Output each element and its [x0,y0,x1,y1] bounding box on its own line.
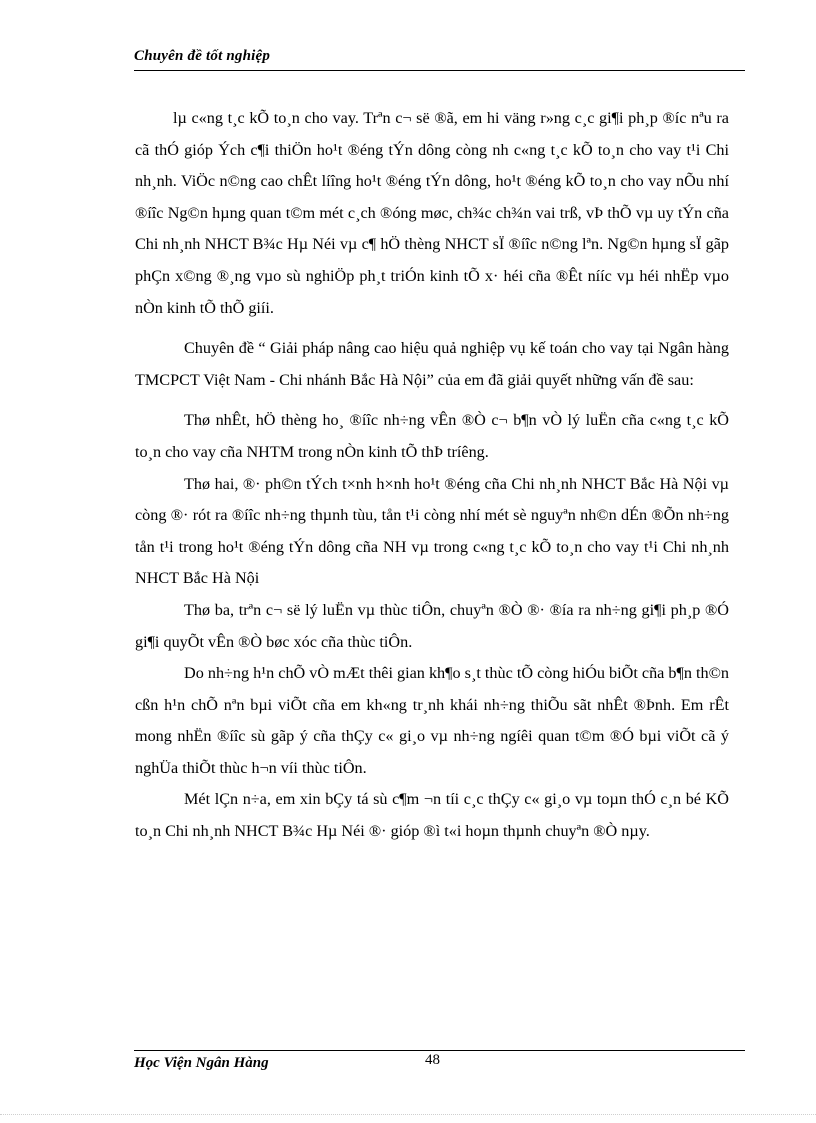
page-edge [0,1114,816,1115]
paragraph-limitations: Do nh÷ng h¹n chÕ vÒ mÆt thêi gian kh¶o s¸t thùc tÕ còng hiÓu biÕt cña b¶n th©n cßn h¹n chÕ nªn bµi viÕt cña em kh«ng tr¸nh khái nh÷ng thiÕu sãt nhÊt ®Þnh. Em rÊt mong nhËn ®íîc sù gãp ý cña thÇy c« gi¸o vµ nh÷ng ngíêi quan t©m ®Ó bµi viÕt cã ý nghÜa thiÕt thùc h¬n víi thùc tiÔn. [135,664,729,777]
document-body [135,103,729,848]
paragraph-third: Thø ba, trªn c¬ së lý luËn vµ thùc tiÔn, chuyªn ®Ò ®· ®ía ra nh÷ng gi¶i ph¸p ®Ó gi¶i quyÕt vÊn ®Ò bøc xóc cña thùc tiÔn. [135,600,729,651]
paragraph-first: Thø nhÊt, hÖ thèng ho¸ ®íîc nh÷ng vÊn ®Ò c¬ b¶n vÒ lý luËn cña c«ng t¸c kÕ to¸n cho vay cña NHTM trong nÒn kinh tÕ thÞ tríêng. [135,411,729,461]
footer-institute: Học Viện Ngân Hàng [134,1055,269,1071]
page-number: 48 [425,1052,440,1068]
header-rule [134,70,745,71]
paragraph-second: Thø hai, ®· ph©n tÝch t×nh h×nh ho¹t ®éng cña Chi nh¸nh NHCT Bắc Hà Nội vµ còng ®· rót ra ®íîc nh÷ng thµnh tùu, tån t¹i còng nhí mét sè nguyªn nh©n dÉn ®Õn nh÷ng tån t¹i trong ho¹t ®éng tÝn dông cña NH vµ trong c«ng t¸c kÕ to¸n cho vay t¹i Chi nh¸nh NHCT Bắc Hà Nội [135,474,729,588]
footer-rule [134,1050,745,1051]
page-footer [134,1050,745,1090]
paragraph-topic: Chuyên đề “ Giải pháp nâng cao hiệu quả nghiệp vụ kế toán cho vay tại Ngân hàng TMCPCT Việt Nam - Chi nhánh Bắc Hà Nội” của em đã giải quyết những vấn đề sau: [135,339,729,389]
paragraph-thanks: Mét lÇn n÷a, em xin bÇy tá sù c¶m ¬n tíi c¸c thÇy c« gi¸o vµ toµn thÓ c¸n bé KÕ to¸n Chi nh¸nh NHCT B¾c Hµ Néi ®· gióp ®ì t«i hoµn thµnh chuyªn ®Ò nµy. [135,790,729,841]
header-title: Chuyên đề tốt nghiệp [134,48,271,64]
page-header [134,48,744,65]
paragraph-intro: lµ c«ng t¸c kÕ to¸n cho vay. Trªn c¬ së ®ã, em hi väng r»ng c¸c gi¶i ph¸p ®íc nªu ra cã thÓ gióp Ých c¶i thiÖn ho¹t ®éng tÝn dông còng nh c«ng t¸c kÕ to¸n cho vay t¹i Chi nh¸nh. ViÖc n©ng cao chÊt líîng ho¹t ®éng tÝn dông, ho¹t ®éng kÕ to¸n cho vay nÕu nhí ®íîc Ng©n hµng quan t©m mét c¸ch ®óng møc, ch¾c ch¾n vai trß, vÞ thÕ vµ uy tÝn cña Chi nh¸nh NHCT B¾c Hµ Néi vµ c¶ hÖ thèng NHCT sÏ ®íîc n©ng lªn. Ng©n hµng sÏ gãp phÇn x©ng ®¸ng vµo sù nghiÖp ph¸t triÓn kinh tÕ x· héi cña ®Êt nííc vµ héi nhËp vµo nÒn kinh tÕ thÕ giíi. [135,109,729,317]
